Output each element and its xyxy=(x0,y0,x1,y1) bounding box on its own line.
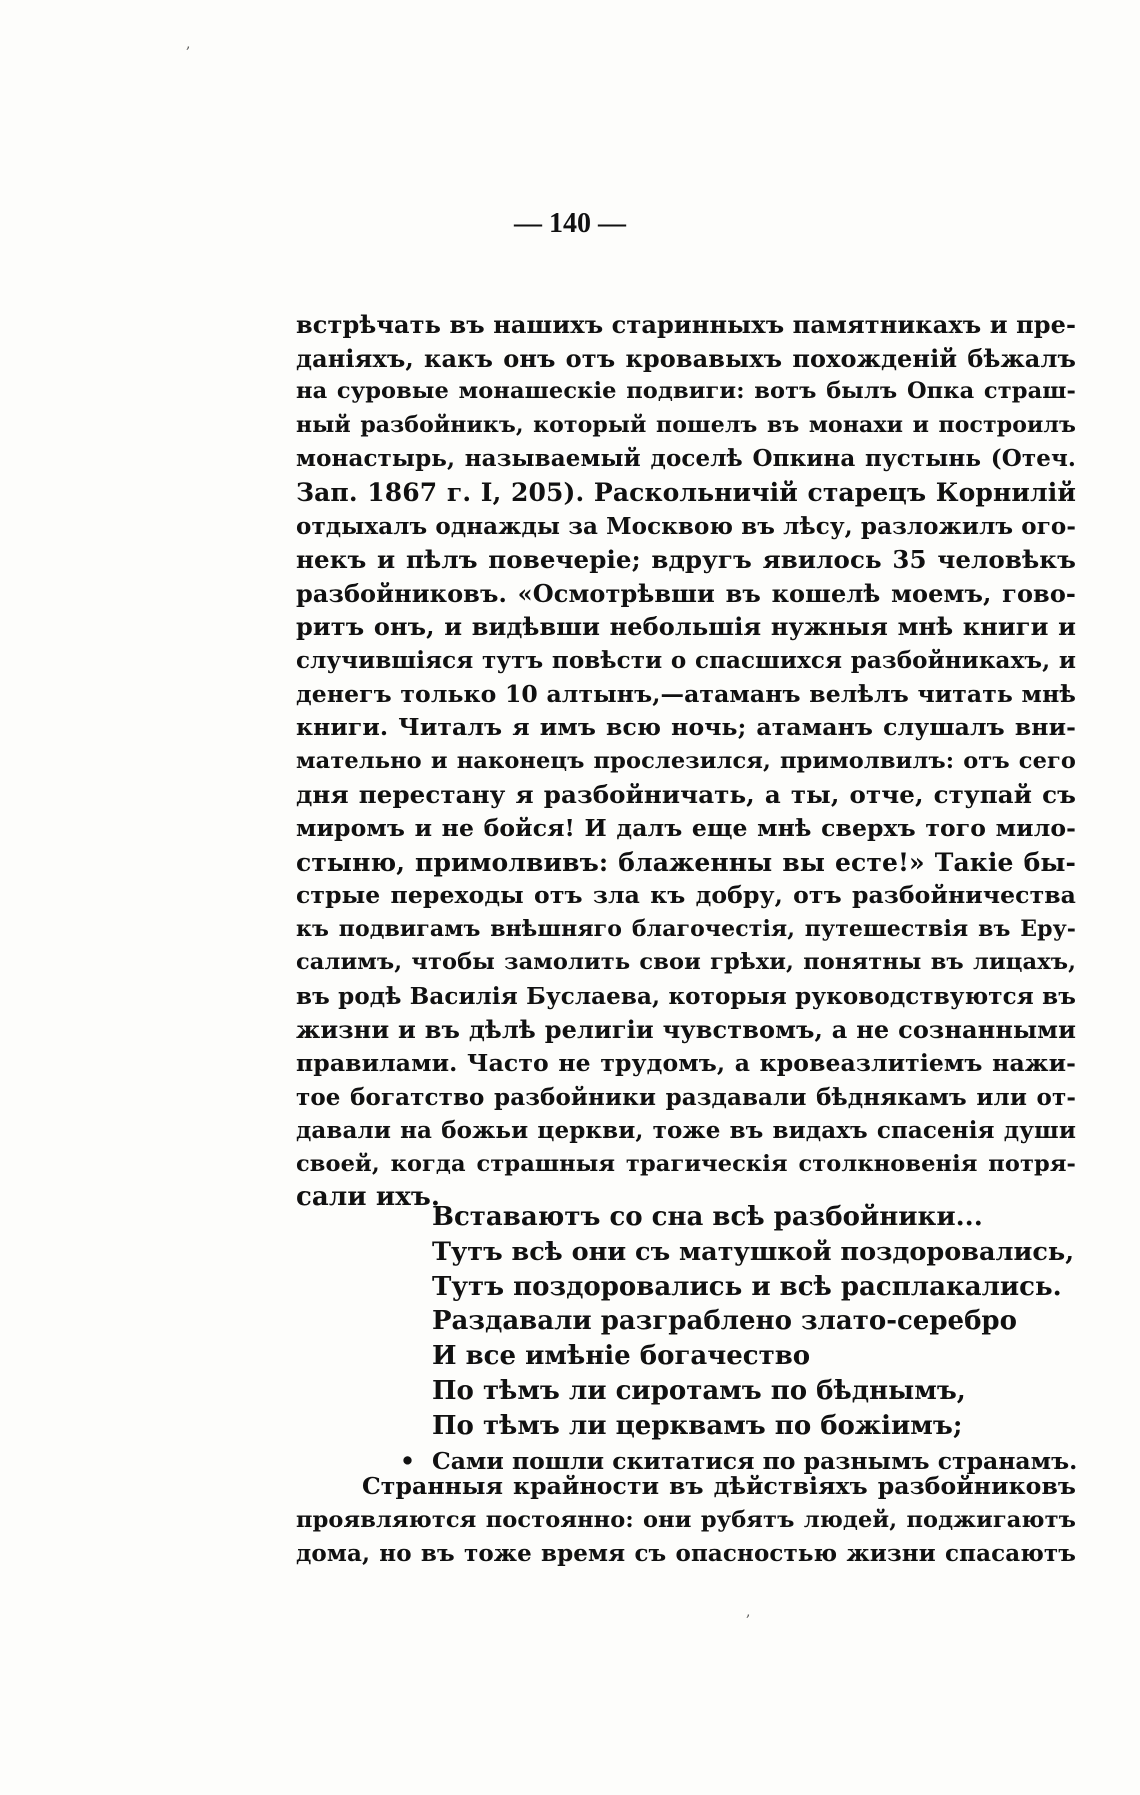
page-number: — 140 — xyxy=(514,208,626,239)
text-line: къ подвигамъ внѣшняго благочестія, путешествія въ Еру- xyxy=(296,915,1076,942)
text-line: ный разбойникъ, который пошелъ въ монахи и построилъ xyxy=(296,411,1076,438)
text-line: даніяхъ, какъ онъ отъ кровавыхъ похожденій бѣжалъ xyxy=(296,343,1076,373)
text-line: салимъ, чтобы замолить свои грѣхи, понятны въ лицахъ, xyxy=(296,949,1076,976)
scan-speck: , xyxy=(746,1604,751,1620)
paragraph-1 xyxy=(296,308,1076,1215)
text-line: давали на божьи церкви, тоже въ видахъ спасенія души xyxy=(296,1117,1076,1145)
text-line: правилами. Часто не трудомъ, а кровеазлитіемъ нажи- xyxy=(296,1049,1076,1078)
paragraph-2 xyxy=(296,1470,1076,1571)
text-line: книги. Читалъ я имъ всю ночь; атаманъ слушалъ вни- xyxy=(296,713,1076,742)
text-line: монастырь, называемый доселѣ Опкина пустынь (Отеч. xyxy=(296,445,1076,473)
text-line: Зап. 1867 г. I, 205). Раскольничій старецъ Корнилій xyxy=(296,477,1076,507)
verse-line: И все имѣніе богачество xyxy=(432,1341,811,1372)
text-line: жизни и въ дѣлѣ религіи чувствомъ, а не сознанными xyxy=(296,1015,1076,1045)
verse-line: Вставаютъ со сна всѣ разбойники... xyxy=(432,1202,983,1232)
text-line: разбойниковъ. «Осмотрѣвши въ кошелѣ моемъ, гово- xyxy=(296,578,1076,608)
text-line: своей, когда страшныя трагическія столкновенія потря- xyxy=(296,1150,1076,1177)
verse-line-text: Сами пошли скитатися по разнымъ странамъ. xyxy=(432,1446,1078,1475)
text-line: миромъ и не бойся! И далъ еще мнѣ сверхъ того мило- xyxy=(296,813,1076,842)
text-line: дня перестану я разбойничать, а ты, отче, ступай съ xyxy=(296,780,1076,810)
text-line: Странныя крайности въ дѣйствіяхъ разбойниковъ xyxy=(362,1472,1076,1500)
text-line: некъ и пѣлъ повечеріе; вдругъ явилось 35 человѣкъ xyxy=(296,545,1076,575)
verse-line: По тѣмъ ли сиротамъ по бѣднымъ, xyxy=(432,1375,966,1406)
verse-line: Тутъ поздоровались и всѣ расплакались. xyxy=(432,1271,1062,1302)
text-line: стыню, примолвивъ: блаженны вы есте!» Такіе бы- xyxy=(296,847,1076,877)
text-line: тое богатство разбойники раздавали бѣднякамъ или от- xyxy=(296,1083,1076,1111)
verse-line: Раздавали разграблено злато-серебро xyxy=(432,1306,1017,1337)
text-line: дома, но въ тоже время съ опасностью жизни спасаютъ xyxy=(296,1540,1076,1568)
text-line: отдыхалъ однажды за Москвою въ лѣсу, разложилъ ого- xyxy=(296,512,1076,540)
text-line: на суровые монашескіе подвиги: вотъ былъ Опка страш- xyxy=(296,378,1076,405)
text-line: денегъ только 10 алтынъ,—атаманъ велѣлъ читать мнѣ xyxy=(296,679,1076,708)
text-line: стрые переходы отъ зла къ добру, отъ разбойничества xyxy=(296,881,1076,910)
text-line: сали ихъ. xyxy=(296,1182,441,1213)
verse-line: Тутъ всѣ они съ матушкой поздоровались, xyxy=(432,1236,1075,1267)
verse-line: • Сами пошли скитатися по разнымъ странамъ. xyxy=(400,1446,1078,1475)
text-line: въ родѣ Василія Буслаева, которыя руководствуются въ xyxy=(296,982,1076,1010)
text-line: случившіяся тутъ повѣсти о спасшихся разбойникахъ, и xyxy=(296,646,1076,674)
text-line: встрѣчать въ нашихъ старинныхъ памятникахъ и пре- xyxy=(296,310,1077,339)
text-line: ритъ онъ, и видѣвши небольшія нужныя мнѣ книги и xyxy=(296,612,1076,642)
folk-verse-quote xyxy=(400,1200,1082,1478)
scan-speck: , xyxy=(186,36,191,52)
text-line: мательно и наконецъ прослезился, примолвилъ: отъ сего xyxy=(296,747,1076,774)
verse-line: По тѣмъ ли церквамъ по божіимъ; xyxy=(432,1410,963,1441)
text-line: проявляются постоянно: они рубятъ людей, поджигаютъ xyxy=(296,1506,1076,1533)
